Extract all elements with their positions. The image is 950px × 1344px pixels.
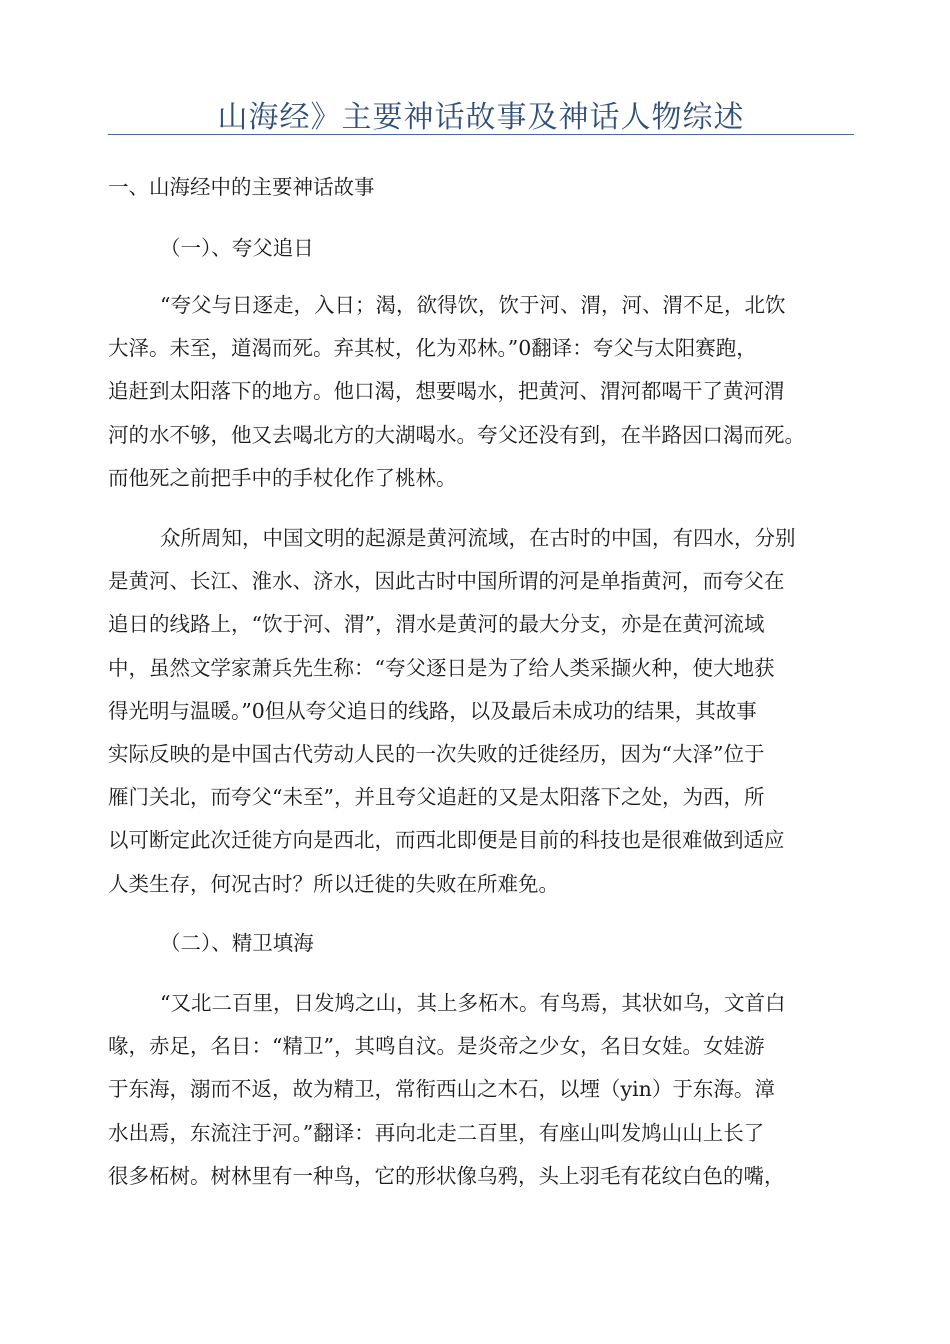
paragraph-line: 实际反映的是中国古代劳动人民的一次失败的迁徙经历，因为“大泽”位于 xyxy=(108,742,765,767)
paragraph-line: 是黄河、长江、淮水、济水，因此古时中国所谓的河是单指黄河，而夸父在 xyxy=(108,569,785,594)
paragraph-line: 雁门关北，而夸父“未至”，并且夸父追赶的又是太阳落下之处，为西，所 xyxy=(108,785,765,810)
paragraph-line: “夸父与日逐走，入日；渴，欲得饮，饮于河、渭，河、渭不足，北饮 xyxy=(160,293,786,317)
paragraph-line: 追赶到太阳落下的地方。他口渴，想要喝水，把黄河、渭河都喝干了黄河渭 xyxy=(108,379,785,404)
paragraph-line: 以可断定此次迁徙方向是西北，而西北即便是目前的科技也是很难做到适应 xyxy=(108,828,785,853)
paragraph-line: 河的水不够，他又去喝北方的大湖喝水。夸父还没有到，在半路因口渴而死。 xyxy=(108,422,805,447)
paragraph-line: 人类生存，何况古时？所以迁徙的失败在所难免。 xyxy=(108,871,559,896)
paragraph-line: 得光明与温暖。”0但从夸父追日的线路，以及最后未成功的结果，其故事 xyxy=(108,698,757,723)
paragraph-kuafu-quote xyxy=(108,284,854,500)
title-underline xyxy=(108,134,854,135)
paragraph-line: 追日的线路上，“饮于河、渭”，渭水是黄河的最大分支，亦是在黄河流域 xyxy=(108,612,765,637)
paragraph-line: 于东海，溺而不返，故为精卫，常衔西山之木石，以堙（yin）于东海。漳 xyxy=(108,1077,775,1102)
paragraph-line: 中，虽然文学家萧兵先生称：“夸父逐日是为了给人类采撷火种，使大地获 xyxy=(108,655,775,680)
paragraph-line: 水出焉，东流注于河。”翻译：再向北走二百里，有座山叫发鸠山山上长了 xyxy=(108,1120,765,1145)
subsection-heading-kuafu: （一）、夸父追日 xyxy=(160,236,314,260)
paragraph-line: 很多柘树。树林里有一种鸟，它的形状像乌鸦，头上羽毛有花纹白色的嘴， xyxy=(108,1163,785,1188)
document-title: 山海经》主要神话故事及神话人物综述 xyxy=(217,100,745,135)
paragraph-line: “又北二百里，日发鸠之山，其上多柘木。有鸟焉，其状如乌，文首白 xyxy=(160,991,786,1015)
paragraph-line: 众所周知，中国文明的起源是黄河流域，在古时的中国，有四水，分别 xyxy=(160,526,796,550)
paragraph-line: 而他死之前把手中的手杖化作了桃林。 xyxy=(108,465,457,490)
paragraph-line: 大泽。未至，道渴而死。弃其杖，化为邓林。”0翻译：夸父与太阳赛跑， xyxy=(108,336,757,361)
paragraph-kuafu-analysis xyxy=(108,517,854,906)
section-heading: 一、山海经中的主要神话故事 xyxy=(108,175,375,199)
paragraph-jingwei-quote xyxy=(108,982,854,1198)
paragraph-line: 喙，赤足，名日：“精卫”，其鸣自汶。是炎帝之少女，名日女娃。女娃游 xyxy=(108,1034,765,1059)
subsection-heading-jingwei: （二）、精卫填海 xyxy=(160,931,314,955)
